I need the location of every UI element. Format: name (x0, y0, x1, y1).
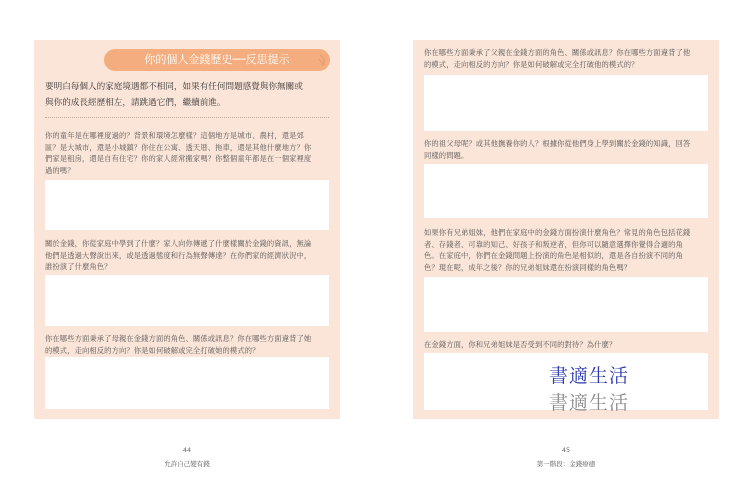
question-childhood: 你的童年是在哪裡度過的？背景和環境怎麼樣？這個地方是城市、農村，還是郊 區？是大城市，還是小城鎮？你住在公寓、透天厝、拖車，還是其他什麼地方？你 們家是租房，還是自有住宅？你的家人經常搬家嗎？你整個童年都是在一個家裡度 過的嗎？ (45, 131, 312, 175)
answer-box-siblings-roles[interactable] (424, 277, 708, 332)
answer-box-childhood[interactable] (45, 180, 329, 230)
running-title-right: 第一階段：金錢療癒 (536, 460, 596, 468)
question-mother: 你在哪些方面秉承了母親在金錢方面的角色、關係或訊息？你在哪些方面違背了她 的模式，走向相反的方向？你是如何破解或完全打破她的模式的？ (45, 334, 312, 355)
worksheet-page-left (34, 40, 340, 419)
question-grandparents: 你的祖父母呢？或其他撫養你的人？根據你從他們身上學到關於金錢的知識，回答 同樣的問題。 (424, 139, 691, 160)
page-number-right: 45 (561, 446, 571, 454)
watermark-text-blue: 書適生活 (549, 365, 630, 387)
reflection-banner-title: 你的個人金錢歷史──反思提示 (104, 49, 330, 71)
question-siblings-treatment: 在金錢方面，你和兄弟姐妹是否受到不同的對待？為什麼？ (424, 340, 617, 349)
page-number-left: 44 (182, 446, 192, 454)
answer-box-father[interactable] (424, 75, 708, 131)
answer-box-mother[interactable] (45, 357, 329, 409)
question-father: 你在哪些方面秉承了父親在金錢方面的角色、關係或訊息？你在哪些方面違背了他 的模式，走向相反的方向？你是如何破解或完全打破他的模式的？ (424, 48, 691, 69)
leaf-ornament-icon (318, 54, 326, 66)
question-family-money: 關於金錢，你從家庭中學到了什麼？家人向你傳遞了什麼樣關於金錢的資訊，無論 他們是透過大聲說出來，或是透過態度和行為無聲傳達？在你們家的經濟狀況中， 誰扮演了什麼角色？ (45, 239, 312, 272)
answer-box-grandparents[interactable] (424, 164, 708, 218)
intro-paragraph: 要明白每個人的家庭境遇都不相同，如果有任何問題感覺與你無關或 與你的成長經歷相左，請跳過它們，繼續前進。 (45, 82, 303, 108)
divider (45, 117, 329, 118)
answer-box-family-money[interactable] (45, 275, 329, 326)
watermark-text-gray: 書適生活 (549, 392, 630, 414)
question-siblings-roles: 如果你有兄弟姐妹，他們在家庭中的金錢方面扮演什麼角色？常見的角色包括花錢 者、存錢者、可靠的知己、好孩子和叛逆者，但你可以隨意選擇你覺得合適的角 色。在家庭中，你們在金錢問題上扮演的角色是相似的，還是各自扮演不同的角 色？現在呢，成年之後？你的兄弟姐妹還在扮演同樣的角色嗎？ (424, 228, 691, 272)
running-title-left: 允許自己變有錢 (164, 460, 210, 468)
